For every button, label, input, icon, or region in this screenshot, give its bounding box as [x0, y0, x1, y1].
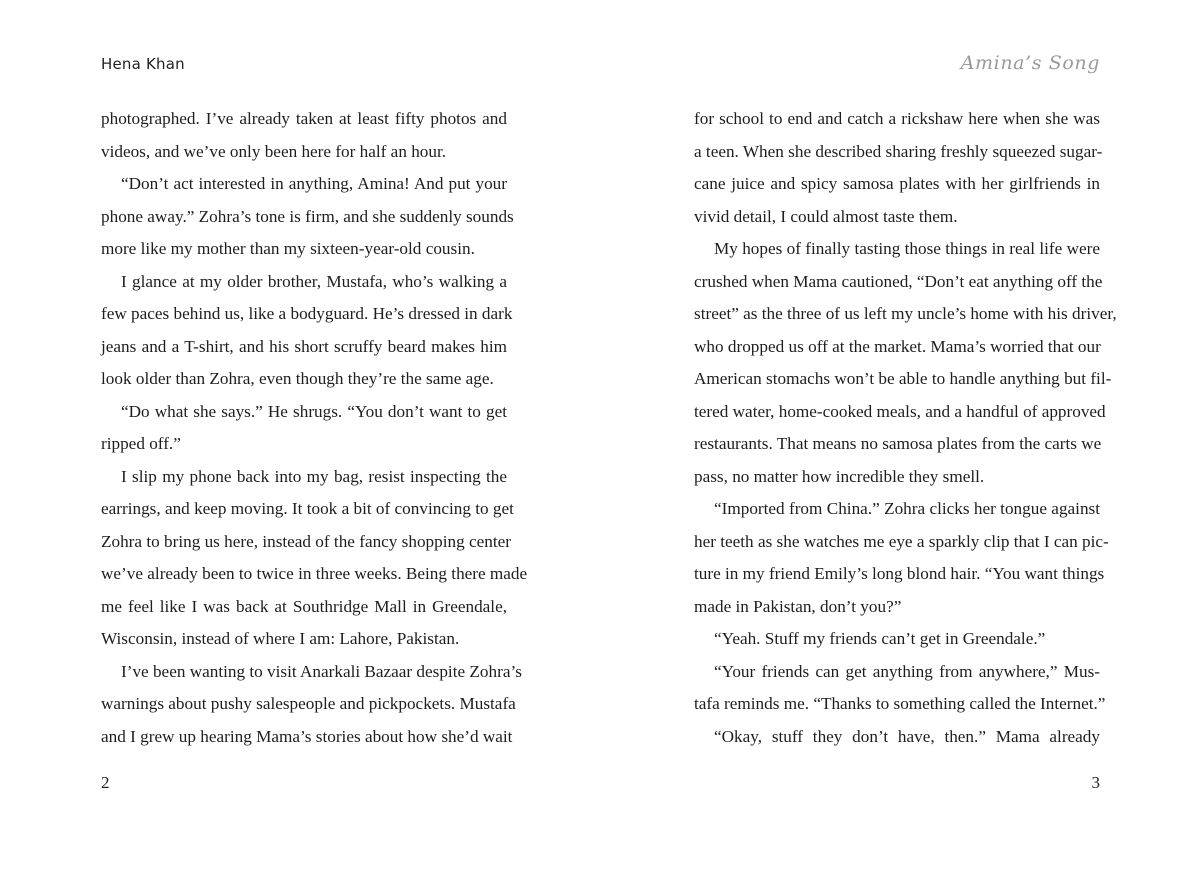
text-line: pass, no matter how incredible they smell.: [694, 466, 985, 486]
text-line: look older than Zohra, even though they’re the same age.: [101, 369, 494, 388]
right-page: [600, 0, 1200, 872]
text-line: made in Pakistan, don’t you?”: [694, 596, 902, 616]
running-head-author: Hena Khan: [101, 55, 185, 73]
page-number: 3: [1091, 773, 1100, 792]
body-text: [694, 103, 1117, 753]
text-line: tafa reminds me. “Thanks to something called the Internet.”: [694, 694, 1106, 713]
text-line: restaurants. That means no samosa plates from the carts we: [694, 434, 1102, 453]
text-line: I’ve been wanting to visit Anarkali Bazaar despite Zohra’s: [121, 661, 522, 681]
text-line: I slip my phone back into my bag, resist inspecting the: [121, 466, 507, 486]
text-line: a teen. When she described sharing freshly squeezed sugar-: [694, 141, 1103, 161]
text-line: me feel like I was back at Southridge Mall in Greendale,: [101, 596, 507, 616]
text-line: Zohra to bring us here, instead of the fancy shopping center: [101, 531, 511, 551]
text-line: earrings, and keep moving. It took a bit of convincing to get: [101, 499, 514, 518]
text-line: photographed. I’ve already taken at least fifty photos and: [101, 109, 507, 128]
text-line: ture in my friend Emily’s long blond hair. “You want things: [694, 564, 1105, 583]
running-head-title: Amina’s Song: [960, 52, 1100, 74]
text-line: tered water, home-cooked meals, and a handful of approved: [694, 401, 1106, 421]
text-line: “Okay, stuff they don’t have, then.” Mama already: [714, 726, 1100, 746]
text-line: American stomachs won’t be able to handle anything but fil-: [694, 369, 1112, 388]
text-line: “Imported from China.” Zohra clicks her tongue against: [714, 499, 1100, 518]
text-line: “Don’t act interested in anything, Amina! And put your: [121, 174, 507, 193]
text-line: more like my mother than my sixteen-year-old cousin.: [101, 239, 475, 258]
text-line: who dropped us off at the market. Mama’s worried that our: [694, 336, 1101, 356]
text-line: street” as the three of us left my uncle’s home with his driver,: [694, 304, 1117, 323]
text-line: we’ve already been to twice in three weeks. Being there made: [101, 564, 528, 583]
text-line: Wisconsin, instead of where I am: Lahore, Pakistan.: [101, 629, 460, 648]
text-line: her teeth as she watches me eye a sparkly clip that I can pic-: [694, 531, 1109, 551]
body-text: [101, 103, 528, 753]
text-line: I glance at my older brother, Mustafa, who’s walking a: [121, 271, 507, 291]
text-line: and I grew up hearing Mama’s stories about how she’d wait: [101, 726, 513, 746]
text-line: videos, and we’ve only been here for half an hour.: [101, 141, 447, 161]
text-line: “Do what she says.” He shrugs. “You don’t want to get: [121, 401, 507, 421]
text-line: vivid detail, I could almost taste them.: [694, 206, 958, 226]
text-line: warnings about pushy salespeople and pickpockets. Mustafa: [101, 694, 516, 713]
text-line: “Your friends can get anything from anywhere,” Mus-: [714, 661, 1100, 681]
text-line: jeans and a T-shirt, and his short scruffy beard makes him: [101, 336, 507, 356]
page-number: 2: [101, 773, 110, 792]
text-line: phone away.” Zohra’s tone is firm, and she suddenly sounds: [101, 206, 514, 226]
text-line: few paces behind us, like a bodyguard. He’s dressed in dark: [101, 304, 513, 323]
text-line: cane juice and spicy samosa plates with her girlfriends in: [694, 174, 1100, 193]
text-line: crushed when Mama cautioned, “Don’t eat anything off the: [694, 271, 1103, 291]
text-line: “Yeah. Stuff my friends can’t get in Greendale.”: [714, 629, 1046, 648]
text-line: ripped off.”: [101, 434, 181, 453]
text-line: My hopes of finally tasting those things in real life were: [714, 239, 1100, 258]
text-line: for school to end and catch a rickshaw here when she was: [694, 109, 1100, 128]
